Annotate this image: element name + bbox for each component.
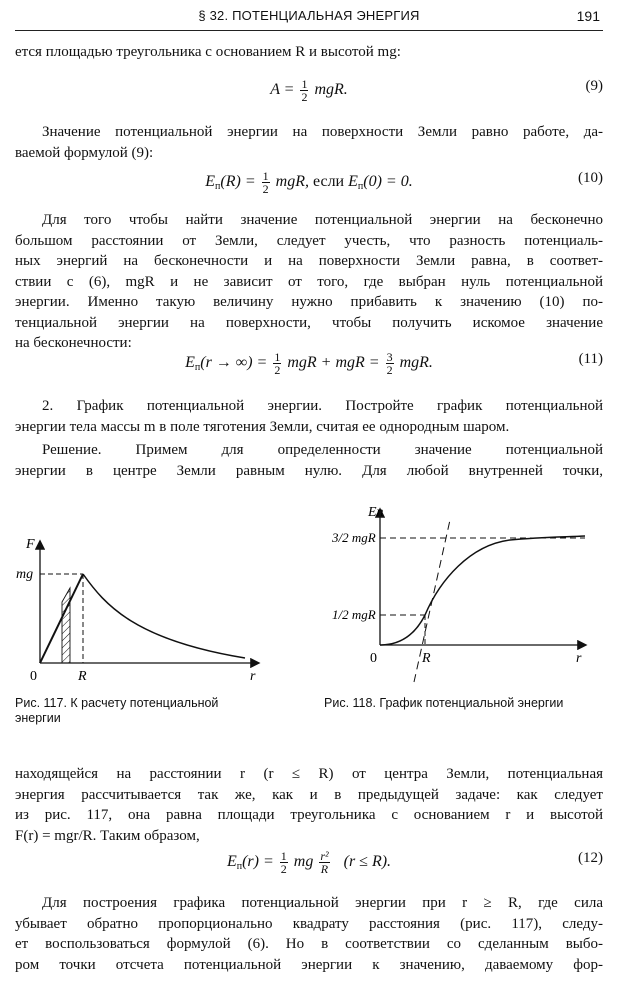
paragraph-6 (15, 764, 603, 846)
x-axis-label: r (576, 651, 582, 666)
text-line: ных энергий на бесконечности и на поверхности Земли равна, в соответ- (15, 253, 603, 269)
paragraph-3 (15, 210, 603, 354)
page-number: 191 (576, 8, 600, 24)
paragraph-7 (15, 893, 603, 975)
level-high-label: 3/2 mgR (332, 530, 376, 545)
force-linear-part (40, 574, 83, 663)
header-rule (15, 30, 603, 31)
eq9-rhs: mgR. (314, 81, 348, 99)
eq10-fraction: $\frac{1}{2}$ (262, 169, 269, 196)
text-line: большом расстоянии от Земли, следует учесть, что разность потенциаль- (15, 232, 603, 249)
text-line: Значение потенциальной энергии на поверхности Земли равно работе, да- (42, 124, 603, 140)
origin-label: 0 (370, 651, 377, 666)
text-line: из рис. 117, она равна площади треугольника с основанием r и высотой (15, 807, 603, 823)
text-line: убывает обратно пропорционально квадрату расстояния (рис. 117), следу- (15, 915, 603, 932)
text-line: на бесконечности: (15, 335, 132, 351)
text-line: ет воспользоваться формулой (6). Но в соответствии со сделанным выбо- (15, 936, 603, 952)
text-line: Для построения графика потенциальной энергии при r ≥ R, где сила (42, 895, 603, 911)
text-line: находящейся на расстоянии r (r ≤ R) от центра Земли, потенциальная (15, 766, 603, 782)
text-line: энергии. Именно такую величину нужно прибавить к значению (10) по- (15, 294, 603, 310)
figure-117 (10, 530, 280, 690)
energy-curve (380, 536, 585, 645)
equation-10: $E_п(R)$ = $\frac{1}{2}$ mgR, если $E_п(0) = 0$. (10) (205, 169, 603, 196)
y-axis-label: Eп (368, 505, 384, 520)
text-line: 2. График потенциальной энергии. Постройте график потенциальной (42, 398, 603, 414)
force-decay-curve (83, 574, 245, 658)
paragraph-2 (15, 122, 603, 163)
text-line: Для того чтобы найти значение потенциальной энергии на бесконечно (42, 212, 603, 228)
text-line: энергии тела массы m в поле тяготения Земли, считая ее однородным шаром. (15, 418, 510, 435)
eq9-number: (9) (585, 78, 603, 94)
text-line: ствии с (6), mgR и не зависит от того, где выбран нуль потенциальной (15, 273, 603, 290)
eq9-lhs: A = (270, 81, 295, 99)
hatched-strip (62, 588, 70, 663)
paragraph-1 (15, 42, 603, 63)
page-header (0, 8, 618, 32)
paragraph-5 (15, 440, 603, 481)
text-line: ваемой формулой (9): (15, 144, 154, 161)
figure-118 (330, 500, 600, 685)
R-label: R (78, 669, 87, 684)
figure-117-caption: Рис. 117. К расчету потенциальной энергии (15, 696, 219, 725)
R-label: R (422, 651, 431, 666)
origin-label: 0 (30, 669, 37, 684)
text-line: тенциальной энергии на поверхности, чтобы получить искомое значение (15, 314, 603, 331)
figure-118-caption: Рис. 118. График потенциальной энергии (324, 696, 564, 710)
mg-label: mg (16, 567, 34, 582)
eq9-fraction: $\frac{1}{2}$ (301, 77, 308, 104)
y-axis-label: F (26, 537, 35, 552)
level-low-label: 1/2 mgR (332, 607, 376, 622)
running-title: § 32. ПОТЕНЦИАЛЬНАЯ ЭНЕРГИЯ (198, 8, 420, 23)
eq10-number: (10) (578, 170, 603, 186)
equation-12: $E_п(r)$ = $\frac{1}{2}$ mg $\frac{\text{r²}}{R}$ (r ≤ R). (12) (226, 849, 603, 876)
text-line: энергия рассчитывается так же, как и в предыдущей задаче: как следует (15, 786, 603, 803)
paragraph-4 (15, 396, 603, 437)
text-line: ется площадью треугольника с основанием R и высотой mg: (15, 44, 401, 60)
text-line: Решение. Примем для определенности значение потенциальной (42, 442, 603, 458)
text-line: энергии в центре Земли равным нулю. Для любой внутренней точки, (15, 462, 603, 479)
eq12-number: (12) (578, 850, 603, 866)
equation-11: $E_п(r$ → ∞) = $\frac{1}{2}$ mgR + mgR = $\frac{3}{2}$ mgR. (11) (185, 350, 603, 377)
text-line: ром точки отсчета потенциальной энергии к значению, даваемому фор- (15, 956, 603, 973)
x-axis-label: r (250, 669, 256, 684)
text-line: F(r) = mgr/R. Таким образом, (15, 827, 200, 844)
eq11-number: (11) (578, 351, 603, 367)
equation-9 (15, 70, 603, 110)
